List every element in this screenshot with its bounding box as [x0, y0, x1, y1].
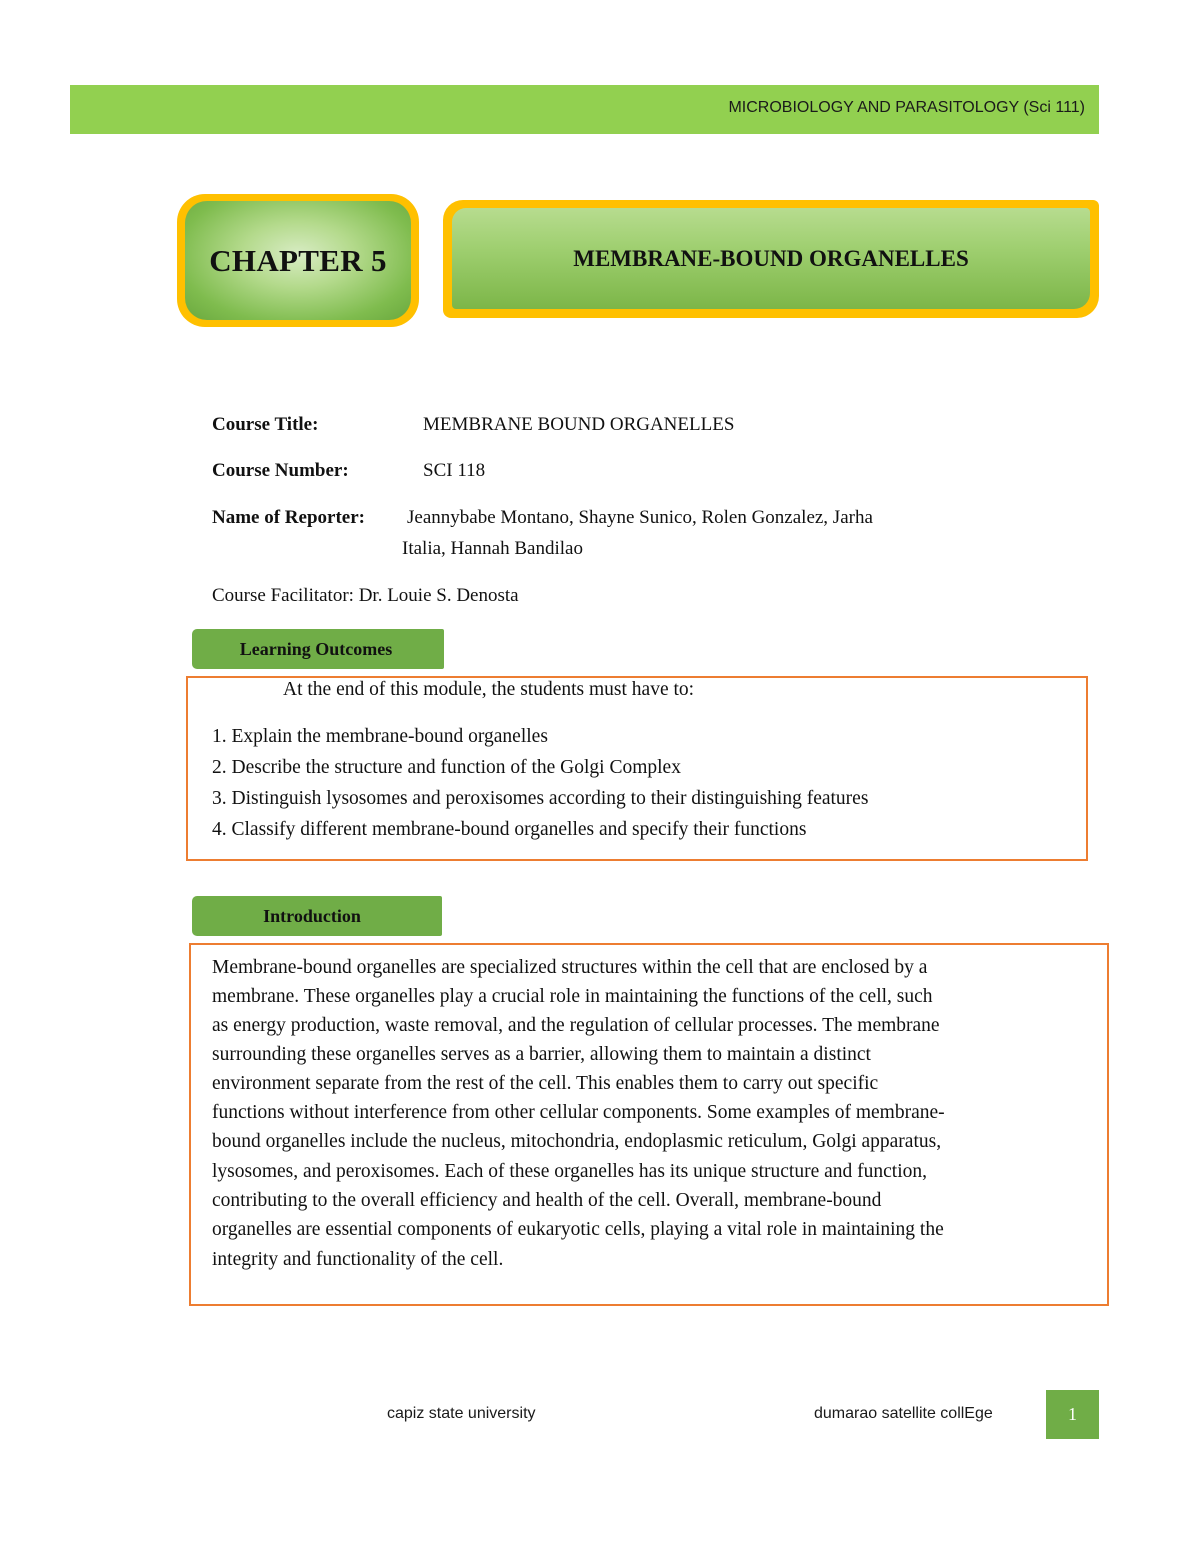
page-number-box [1046, 1390, 1099, 1439]
introduction-text-line: environment separate from the rest of the cell. This enables them to carry out specific [212, 1073, 879, 1094]
chapter-badge-inner [185, 201, 411, 320]
introduction-text-line: lysosomes, and peroxisomes. Each of these organelles has its unique structure and function, [212, 1161, 928, 1182]
introduction-text-line: integrity and functionality of the cell. [212, 1249, 504, 1270]
course-number-value: SCI 118 [423, 460, 486, 481]
introduction-text-line: as energy production, waste removal, and the regulation of cellular processes. The membrane [212, 1015, 940, 1036]
reporter-names-line2: Italia, Hannah Bandilao [402, 538, 583, 559]
introduction-heading: Introduction [263, 905, 361, 926]
course-title-label: Course Title: [212, 414, 319, 435]
introduction-text-line: bound organelles include the nucleus, mitochondria, endoplasmic reticulum, Golgi apparatus, [212, 1131, 942, 1152]
introduction-text-line: surrounding these organelles serves as a barrier, allowing them to maintain a distinct [212, 1044, 871, 1065]
chapter-badge [177, 194, 419, 327]
outcome-item: 4. Classify different membrane-bound organelles and specify their functions [212, 819, 807, 840]
introduction-tab [192, 896, 442, 936]
learning-outcomes-tab [192, 629, 444, 669]
outcome-item: 3. Distinguish lysosomes and peroxisomes according to their distinguishing features [212, 788, 869, 809]
introduction-text-line: membrane. These organelles play a crucial role in maintaining the functions of the cell, such [212, 986, 933, 1007]
course-title-value: MEMBRANE BOUND ORGANELLES [423, 414, 735, 435]
course-facilitator: Course Facilitator: Dr. Louie S. Denosta [212, 585, 519, 606]
chapter-title-inner [452, 208, 1090, 309]
course-title-row [212, 414, 735, 436]
outcome-item: 1. Explain the membrane-bound organelles [212, 726, 548, 747]
footer-college: dumarao satellite collEge [814, 1405, 993, 1422]
chapter-title: MEMBRANE-BOUND ORGANELLES [573, 245, 969, 271]
introduction-text-line: contributing to the overall efficiency and health of the cell. Overall, membrane-bound [212, 1190, 882, 1211]
footer-university: capiz state university [387, 1405, 536, 1422]
outcome-item: 2. Describe the structure and function of the Golgi Complex [212, 757, 681, 778]
introduction-text-line: functions without interference from other cellular components. Some examples of membrane- [212, 1102, 945, 1123]
learning-outcomes-heading: Learning Outcomes [239, 638, 393, 659]
introduction-text-line: Membrane-bound organelles are specialized structures within the cell that are enclosed by a [212, 957, 928, 978]
chapter-title-banner [443, 200, 1099, 318]
introduction-text-line: organelles are essential components of eukaryotic cells, playing a vital role in maintaining the [212, 1219, 944, 1240]
course-header-title: MICROBIOLOGY AND PARASITOLOGY (Sci 111) [728, 99, 1085, 116]
reporter-names-line1: Jeannybabe Montano, Shayne Sunico, Rolen Gonzalez, Jarha [407, 507, 873, 528]
reporter-label: Name of Reporter: [212, 507, 365, 528]
reporter-row [212, 507, 873, 559]
page-number: 1 [1068, 1404, 1077, 1424]
header-band [70, 85, 1099, 134]
outcomes-intro: At the end of this module, the students must have to: [283, 679, 695, 700]
chapter-label: CHAPTER 5 [209, 242, 387, 278]
course-number-label: Course Number: [212, 460, 349, 481]
course-number-row [212, 460, 486, 482]
facilitator-row [212, 585, 519, 607]
